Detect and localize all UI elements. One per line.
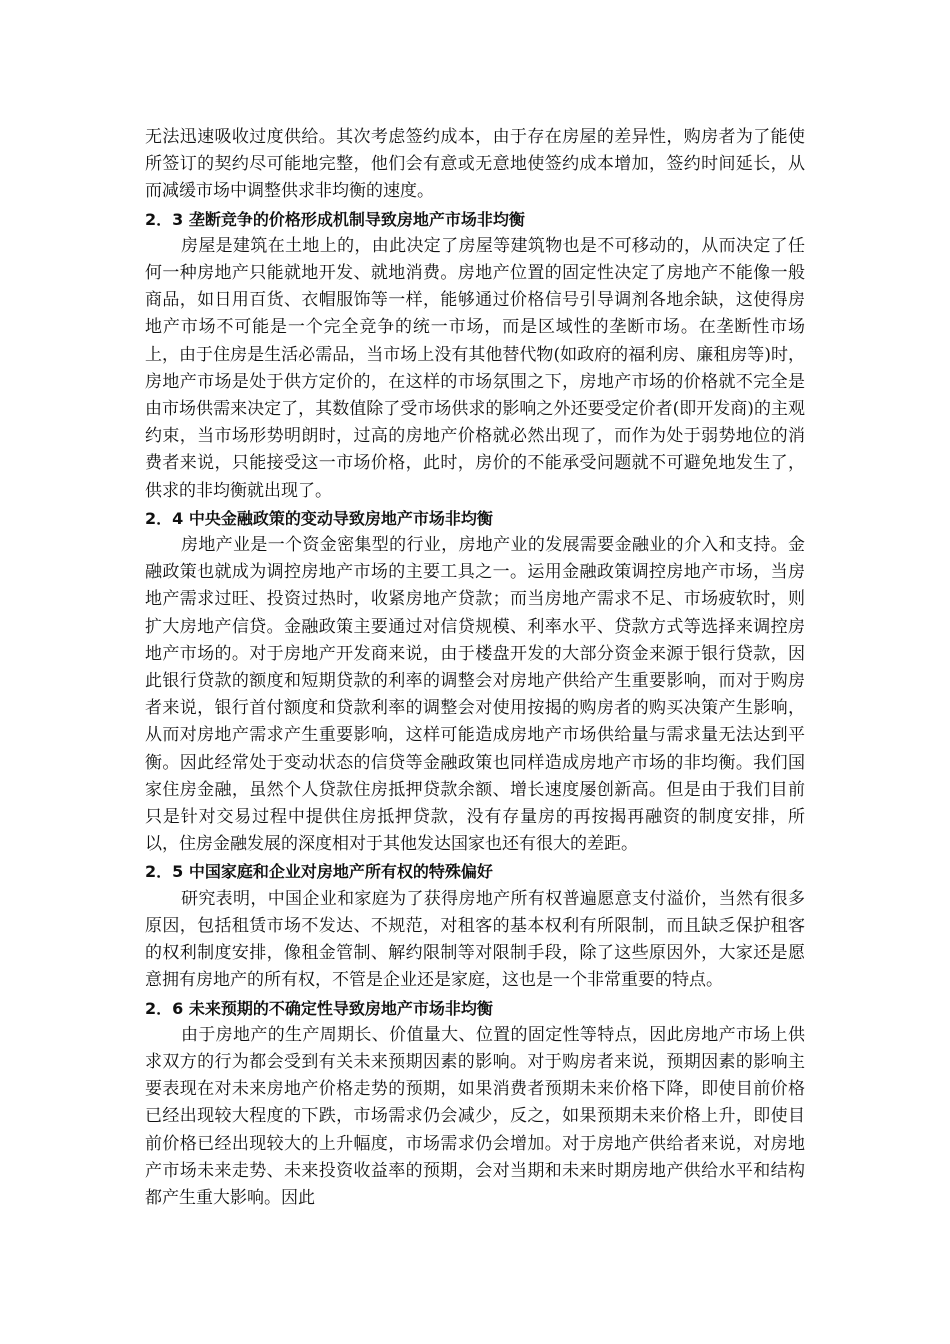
section-heading-2-3: 2．3 垄断竞争的价格形成机制导致房地产市场非均衡 [145, 209, 525, 229]
paragraph-2-3: 房屋是建筑在土地上的，由此决定了房屋等建筑物也是不可移动的，从而决定了任何一种房地产只能就地开发、就地消费。房地产位置的固定性决定了房地产不能像一般商品，如日用百货、衣帽服饰等一样，能够通过价格信号引导调剂各地余缺，这使得房地产市场不可能是一个完全竞争的统一市场，而是区域性的垄断市场。在垄断性市场上，由于住房是生活必需品，当市场上没有其他替代物(如政府的福利房、廉租房等)时，房地产市场是处于供方定价的，在这样的市场氛围之下，房地产市场的价格就不完全是由市场供需来决定了，其数值除了受市场供求的影响之外还要受定价者(即开发商)的主观约束，当市场形势明朗时，过高的房地产价格就必然出现了，而作为处于弱势地位的消费者来说，只能接受这一市场价格，此时，房价的不能承受问题就不可避免地发生了，供求的非均衡就出现了。 [145, 235, 805, 501]
section-heading-2-5: 2．5 中国家庭和企业对房地产所有权的特殊偏好 [145, 862, 493, 882]
paragraph-2-6: 由于房地产的生产周期长、价值量大、位置的固定性等特点，因此房地产市场上供求双方的行为都会受到有关未来预期因素的影响。对于购房者来说，预期因素的影响主要表现在对未来房地产价格走势的预期，如果消费者预期未来价格下降，即使目前价格已经出现较大程度的下跌，市场需求仍会减少，反之，如果预期未来价格上升，即使目前价格已经出现较大的上升幅度，市场需求仍会增加。对于房地产供给者来说，对房地产市场未来走势、未来投资收益率的预期，会对当期和未来时期房地产供给水平和结构都产生重大影响。因此 [145, 1024, 805, 1208]
document-page [145, 124, 805, 1212]
paragraph-2-5: 研究表明，中国企业和家庭为了获得房地产所有权普遍愿意支付溢价，当然有很多原因，包括租赁市场不发达、不规范，对租客的基本权利有所限制，而且缺乏保护租客的权利制度安排，像租金管制、解约限制等对限制手段，除了这些原因外，大家还是愿意拥有房地产的所有权，不管是企业还是家庭，这也是一个非常重要的特点。 [145, 888, 805, 991]
paragraph-continued: 无法迅速吸收过度供给。其次考虑签约成本，由于存在房屋的差异性，购房者为了能使所签订的契约尽可能地完整，他们会有意或无意地使签约成本增加，签约时间延长，从而减缓市场中调整供求非均衡的速度。 [145, 127, 805, 202]
section-heading-2-4: 2．4 中央金融政策的变动导致房地产市场非均衡 [145, 508, 493, 528]
paragraph-2-4: 房地产业是一个资金密集型的行业，房地产业的发展需要金融业的介入和支持。金融政策也就成为调控房地产市场的主要工具之一。运用金融政策调控房地产市场，当房地产需求过旺、投资过热时，收紧房地产贷款；而当房地产需求不足、市场疲软时，则扩大房地产信贷。金融政策主要通过对信贷规模、利率水平、贷款方式等选择来调控房地产市场的。对于房地产开发商来说，由于楼盘开发的大部分资金来源于银行贷款，因此银行贷款的额度和短期贷款的利率的调整会对房地产供给产生重要影响，而对于购房者来说，银行首付额度和贷款利率的调整会对使用按揭的购房者的购买决策产生影响，从而对房地产需求产生重要影响，这样可能造成房地产市场供给量与需求量无法达到平衡。因此经常处于变动状态的信贷等金融政策也同样造成房地产市场的非均衡。我们国家住房金融，虽然个人贷款住房抵押贷款余额、增长速度屡创新高。但是由于我们目前只是针对交易过程中提供住房抵押贷款，没有存量房的再按揭再融资的制度安排，所以，住房金融发展的深度相对于其他发达国家也还有很大的差距。 [145, 535, 805, 855]
section-heading-2-6: 2．6 未来预期的不确定性导致房地产市场非均衡 [145, 998, 493, 1018]
